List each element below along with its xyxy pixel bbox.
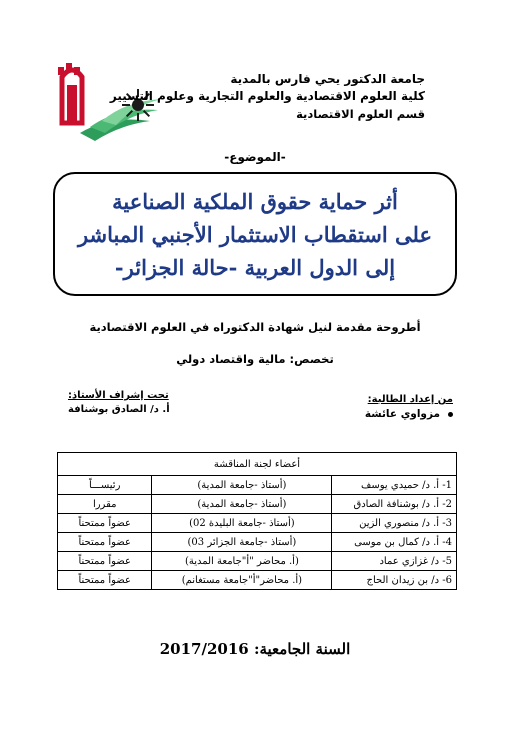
table-row: [58, 514, 457, 533]
member-name: 3- أ. د/ منصوري الزين: [332, 514, 457, 533]
table-row: [58, 495, 457, 514]
member-name: 2- أ. د/ بوشنافة الصادق: [332, 495, 457, 514]
committee-header-row: [58, 453, 457, 476]
thesis-statement: أطروحة مقدمة لنيل شهادة الدكتوراه في العلوم الاقتصادية: [89, 320, 421, 334]
table-row: [58, 552, 457, 571]
member-rank: (أستاذ -جامعة المدية): [152, 476, 332, 495]
specialization: تخصص: مالية واقتصاد دولي: [176, 352, 334, 366]
member-role: عضواً ممتحناً: [58, 571, 152, 590]
student-name-row: [365, 408, 453, 420]
member-name: 1- أ. د/ حميدي يوسف: [332, 476, 457, 495]
table-row: [58, 533, 457, 552]
subject-label: -الموضوع-: [224, 150, 286, 164]
supervisor-label: تحت إشراف الأستاذ:: [68, 390, 169, 401]
committee-table: [57, 452, 457, 590]
bullet-icon: [448, 412, 453, 417]
student-name: مزواوي عائشة: [364, 408, 440, 420]
title-line-2: على استقطاب الاستثمار الأجنبي المباشر: [77, 221, 433, 247]
member-rank: (أستاذ -جامعة الجزائر 03): [152, 533, 332, 552]
title-line-3: إلى الدول العربية -حالة الجزائر-: [114, 254, 396, 280]
member-role: عضواً ممتحناً: [58, 552, 152, 571]
member-role: عضواً ممتحناً: [58, 533, 152, 552]
member-rank: (أ. محاضر"أ"جامعة مستغانم): [152, 571, 332, 590]
member-rank: (أ. محاضر "أ"جامعة المدية): [152, 552, 332, 571]
member-name: 5- د/ غزازي عماد: [332, 552, 457, 571]
university-name: جامعة الدكتور يحي فارس بالمدية: [230, 72, 425, 86]
member-name: 6- د/ بن زيدان الحاج: [332, 571, 457, 590]
member-name: 4- أ. د/ كمال بن موسى: [332, 533, 457, 552]
table-row: [58, 476, 457, 495]
thesis-title-box: [53, 172, 457, 296]
table-row: [58, 571, 457, 590]
member-rank: (أستاذ -جامعة المدية): [152, 495, 332, 514]
member-role: رئيســـاً: [58, 476, 152, 495]
title-line-1: أثر حماية حقوق الملكية الصناعية: [112, 188, 398, 214]
committee-title: أعضاء لجنة المناقشة: [58, 453, 457, 476]
prepared-by-label: من إعداد الطالبة:: [367, 394, 453, 405]
member-rank: (أستاذ -جامعة البليدة 02): [152, 514, 332, 533]
faculty-name: كلية العلوم الاقتصادية والعلوم التجارية وعلوم التسيير: [109, 89, 425, 103]
member-role: مقررا: [58, 495, 152, 514]
member-role: عضواً ممتحناً: [58, 514, 152, 533]
academic-year: السنة الجامعية: 2017/2016: [159, 640, 351, 658]
supervisor-name: أ. د/ الصادق بوشنافة: [68, 404, 170, 415]
department-name: قسم العلوم الاقتصادية: [296, 107, 425, 121]
